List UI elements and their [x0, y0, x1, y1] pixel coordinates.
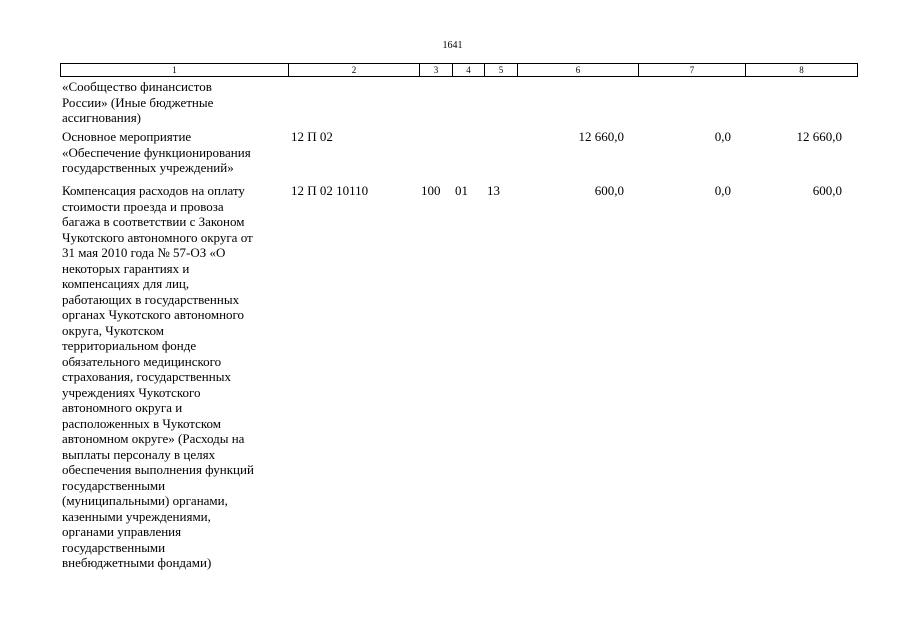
row-col3: 100 [421, 183, 441, 198]
row-value-col8: 12 660,0 [796, 129, 842, 144]
row-value-col7: 0,0 [714, 129, 731, 144]
row-description: Компенсация расходов на оплату стоимости проезда и провоза багажа в соответствии с Законом Чукотского автономного округа от 31 мая 2010 года № 57-ОЗ «О некоторых гарантиях и компенсациях для лиц, работающих в государственных органах Чукотского автономного округа, Чукотском территориальном фонде обязательного медицинского страхования, государственных учреждениях Чукотского автономного округа и расположенных в Чукотском автономном округе» (Расходы на выплаты персоналу в целях обеспечения выполнения функций государственными (муниципальными) органами, казенными учреждениями, органами управления государственными внебюджетными фондами) [62, 183, 254, 570]
header-col-8: 8 [746, 64, 858, 77]
header-col-4: 4 [453, 64, 485, 77]
row-value-col6: 600,0 [594, 183, 624, 198]
row-code: 12 П 02 10110 [291, 183, 369, 198]
header-col-3: 3 [420, 64, 453, 77]
row-col4: 01 [455, 183, 468, 198]
page-number: 1641 [442, 40, 463, 51]
header-col-5: 5 [485, 64, 518, 77]
row-value-col8: 600,0 [812, 183, 842, 198]
row-value-col7: 0,0 [714, 183, 731, 198]
row-code: 12 П 02 [291, 129, 333, 144]
header-col-2: 2 [289, 64, 420, 77]
row-col5: 13 [487, 183, 500, 198]
header-row [61, 64, 858, 77]
row-description: Основное мероприятие «Обеспечение функционирования государственных учреждений» [62, 129, 251, 175]
column-header-table [60, 63, 858, 77]
row-value-col6: 12 660,0 [578, 129, 624, 144]
header-col-1: 1 [61, 64, 289, 77]
row-description: «Сообщество финансистов России» (Иные бюджетные ассигнования) [62, 79, 214, 125]
header-col-6: 6 [518, 64, 639, 77]
header-col-7: 7 [639, 64, 746, 77]
